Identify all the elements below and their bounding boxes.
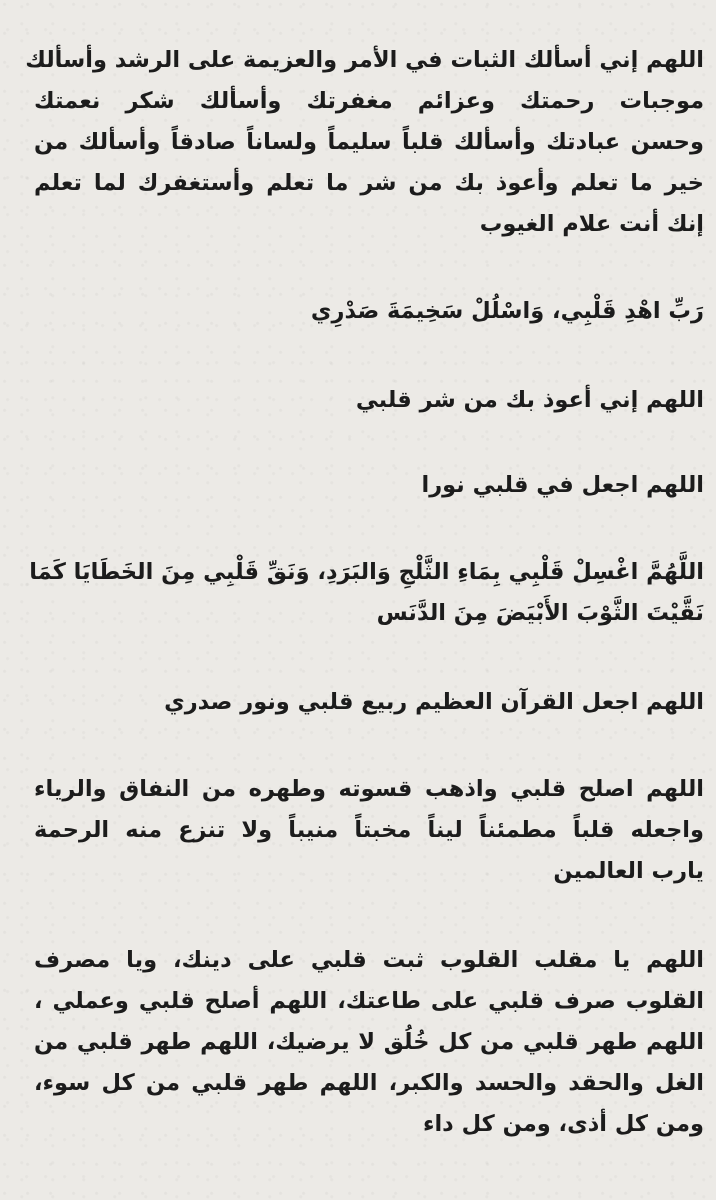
text-line: اللَّهُمَّ اغْسِلْ قَلْبِي بِمَاءِ الثَّلْجِ وَالبَرَدِ، وَنَقِّ قَلْبِي مِنَ الخَطَايَا كَمَا [29, 559, 704, 585]
text-line: إنك أنت علام الغيوب [479, 211, 704, 237]
text-line: وحسن عبادتك وأسألك قلباً سليماً ولساناً صادقاً وأسألك من [34, 129, 704, 155]
text-line: نَقَّيْتَ الثَّوْبَ الأَبْيَضَ مِنَ الدَّنَس [376, 600, 704, 626]
prayer-paragraph-4 [34, 465, 704, 506]
prayer-paragraph-3 [34, 380, 704, 421]
prayer-paragraph-1 [25, 40, 704, 245]
text-line: الغل والحقد والحسد والكبر، اللهم طهر قلبي من كل سوء، [34, 1070, 704, 1096]
text-line: اللهم اصلح قلبي واذهب قسوته وطهره من النفاق والرياء [34, 776, 704, 802]
text-line: واجعله قلباً مطمئناً ليناً مخبتاً منيباً ولا تنزع منه الرحمة [34, 817, 704, 843]
text-line: اللهم إني أعوذ بك من شر قلبي [355, 387, 704, 413]
text-line: خير ما تعلم وأعوذ بك من شر ما تعلم وأستغفرك لما تعلم [34, 170, 704, 196]
text-line: موجبات رحمتك وعزائم مغفرتك وأسألك شكر نعمتك [34, 88, 704, 114]
text-line: يارب العالمين [553, 858, 704, 884]
text-line: ومن كل أذى، ومن كل داء [422, 1111, 704, 1137]
prayer-paragraph-8 [34, 940, 704, 1145]
prayer-paragraph-6 [34, 682, 704, 723]
prayer-paragraph-7 [34, 769, 704, 892]
text-line: اللهم اجعل القرآن العظيم ربيع قلبي ونور صدري [164, 689, 704, 715]
prayer-paragraph-5 [29, 552, 704, 634]
text-line: اللهم طهر قلبي من كل خُلُق لا يرضيك، اللهم طهر قلبي من [34, 1029, 704, 1055]
prayer-document [25, 40, 704, 1145]
prayer-paragraph-2 [34, 291, 704, 332]
text-line: اللهم يا مقلب القلوب ثبت قلبي على دينك، ويا مصرف [34, 947, 704, 973]
text-line: رَبِّ اهْدِ قَلْبِي، وَاسْلُلْ سَخِيمَةَ صَدْرِي [310, 298, 704, 324]
text-line: القلوب صرف قلبي على طاعتك، اللهم أصلح قلبي وعملي ، [34, 988, 704, 1014]
text-line: اللهم اجعل في قلبي نورا [421, 472, 704, 498]
text-line: اللهم إني أسألك الثبات في الأمر والعزيمة على الرشد وأسألك [25, 47, 704, 73]
